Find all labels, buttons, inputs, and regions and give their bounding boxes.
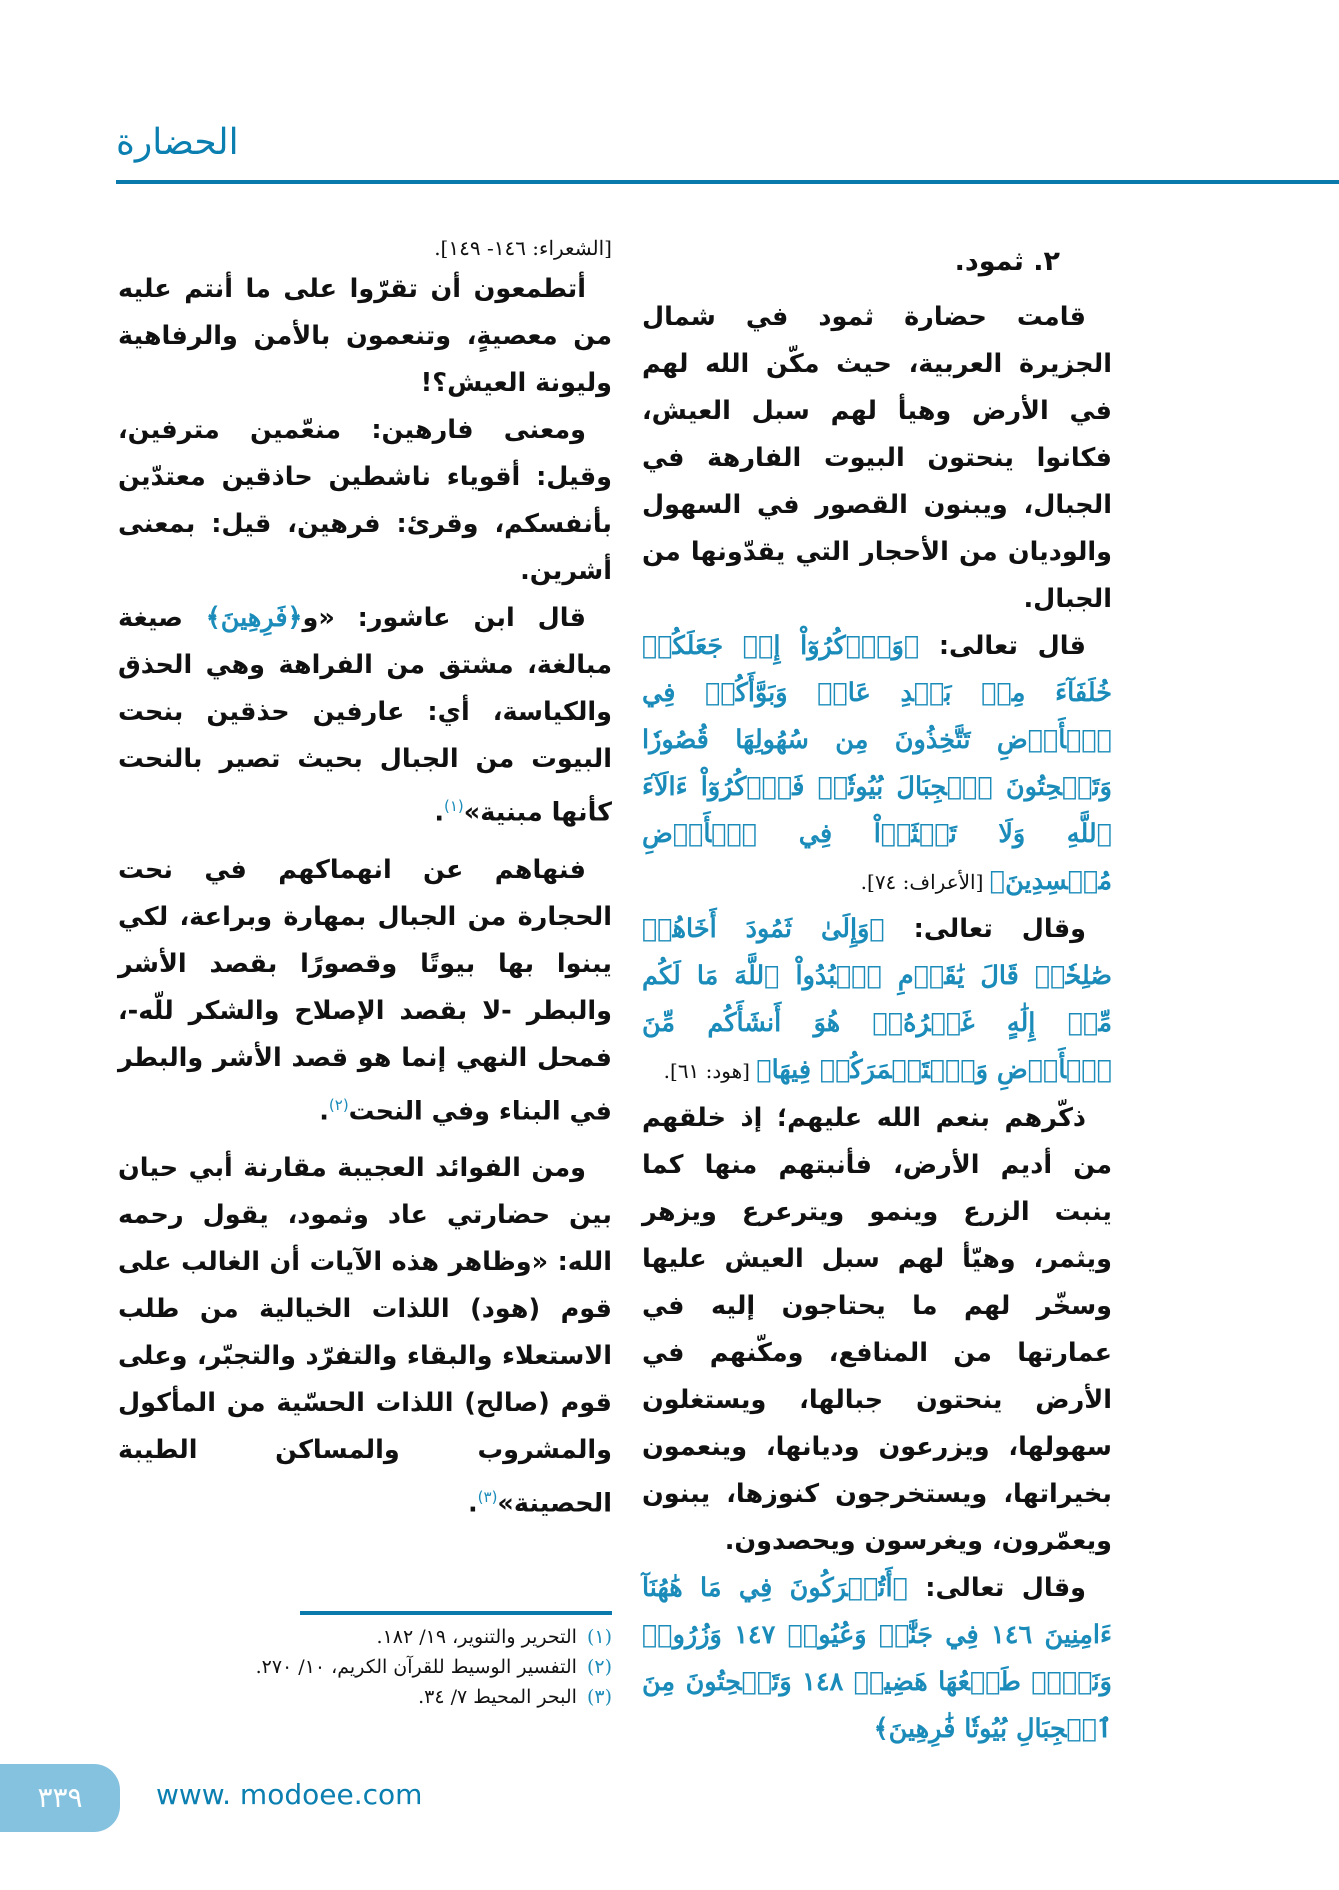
- paragraph: [118, 1145, 612, 1528]
- paragraph-text: قال ابن عاشور: «و: [302, 603, 586, 633]
- paragraph: ذكّرهم بنعم الله عليهم؛ إذ خلقهم من أديم الأرض، فأنبتهم منها كما ينبت الزرع وينمو ويترعرع ويزهر ويثمر، وهيّأ لهم سبل العيش عليها وسخّر لهم ما يحتاجون إليه في عمارتها من المنافع، ومكّنهم في الأرض ينحتون جبالها، ويستغلون سهولها، ويزرعون وديانها، وينعمون بخيراتها، ويستخرجون كنوزها، يبنون ويعمّرون، ويغرسون ويحصدون.: [642, 1103, 1112, 1556]
- website-link[interactable]: www. modoee.com: [156, 1778, 423, 1811]
- footnote-divider: [300, 1611, 612, 1615]
- paragraph-text: صيغة مبالغة، مشتق من الفراهة وهي الحذق والكياسة، أي: عارفين حذقين بنحت البيوت من الجبال بحيث تصير بالنحت كأنها مبنية»: [118, 603, 612, 828]
- footnote-marker[interactable]: (٣): [477, 1488, 498, 1506]
- paragraph: قامت حضارة ثمود في شمال الجزيرة العربية، حيث مكّن الله لهم في الأرض وهيأ لهم سبل العيش، فكانوا ينحتون البيوت الفارهة في الجبال، ويبنون القصور في السهول والوديان من الأحجار التي يقدّونها من الجبال.: [642, 302, 1112, 614]
- left-column: [118, 230, 612, 1528]
- footnote-item: [118, 1622, 612, 1652]
- paragraph: [118, 595, 612, 837]
- footnote-marker[interactable]: (١): [444, 797, 464, 815]
- quote-intro: قال تعالى:: [919, 631, 1086, 661]
- quran-verse: ﴿وَإِلَىٰ ثَمُودَ أَخَاهُمۡ صَٰلِحٗاۚ قَالَ يَٰقَوۡمِ ٱعۡبُدُواْ ٱللَّهَ مَا لَكُم مِّنۡ إِلَٰهٍ غَيۡرُهُۥۖ هُوَ أَنشَأَكُم مِّنَ ٱلۡأَرۡضِ وَٱسۡتَعۡمَرَكُمۡ فِيهَا﴾: [642, 914, 1112, 1085]
- punctuation: .: [434, 797, 444, 828]
- chapter-title: الحضارة: [116, 122, 239, 163]
- footnote-item: [118, 1652, 612, 1682]
- footnote-text: التحرير والتنوير، ١٩/ ١٨٢.: [376, 1626, 577, 1648]
- verse-reference: [الأعراف: ٧٤].: [860, 870, 990, 894]
- quran-verse: ﴿أَتُتۡرَكُونَ فِي مَا هَٰهُنَآ ءَامِنِينَ ١٤٦ فِي جَنَّٰتٖ وَعُيُونٖ ١٤٧ وَزُرُوعٖ وَنَخۡلٖ طَلۡعُهَا هَضِيمٞ ١٤٨ وَتَنۡحِتُونَ مِنَ ٱلۡجِبَالِ بُيُوتٗا فَٰرِهِينَ﴾: [642, 1573, 1112, 1744]
- paragraph: [118, 847, 612, 1136]
- paragraph: ومعنى فارهين: منعّمين مترفين، وقيل: أقوياء ناشطين حاذقين معتدّين بأنفسكم، وقرئ: فرهين، قيل: بمعنى أشرين.: [118, 415, 612, 586]
- paragraph-text: ومن الفوائد العجيبة مقارنة أبي حيان بين حضارتي عاد وثمود، يقول رحمه الله: «وظاهر هذه الآيات أن الغالب على قوم (هود) اللذات الخيالية من طلب الاستعلاء والبقاء والتفرّد والتجبّر، وعلى قوم (صالح) اللذات الحسّية من المأكول والمشروب والمساكن الطيبة الحصينة»: [118, 1153, 612, 1519]
- quote-block: [642, 906, 1112, 1095]
- quote-block: [642, 1565, 1112, 1753]
- footnote-item: [118, 1682, 612, 1712]
- footnotes: [118, 1622, 612, 1712]
- right-column: [642, 238, 1112, 1753]
- punctuation: .: [319, 1096, 329, 1126]
- footnote-number: (٣): [586, 1686, 612, 1708]
- quran-verse: ﴿وَٱذۡكُرُوٓاْ إِذۡ جَعَلَكُمۡ خُلَفَآءَ مِنۢ بَعۡدِ عَادٖ وَبَوَّأَكُمۡ فِي ٱلۡأَرۡضِ تَتَّخِذُونَ مِن سُهُولِهَا قُصُورٗا وَتَنۡحِتُونَ ٱلۡجِبَالَ بُيُوتٗاۖ فَٱذۡكُرُوٓاْ ءَالَآءَ ٱللَّهِ وَلَا تَعۡثَوۡاْ فِي ٱلۡأَرۡضِ مُفۡسِدِينَ﴾: [642, 631, 1112, 896]
- quote-intro: وقال تعالى:: [907, 1573, 1086, 1603]
- quran-word: ﴿فَرِهِينَ﴾: [205, 603, 303, 633]
- footnote-marker[interactable]: (٢): [328, 1095, 349, 1114]
- quote-block: [642, 623, 1112, 906]
- header-divider: [116, 180, 1339, 184]
- paragraph: أتطمعون أن تقرّوا على ما أنتم عليه من معصيةٍ، وتنعمون بالأمن والرفاهية وليونة العيش؟!: [118, 274, 612, 398]
- paragraph-text: فنهاهم عن انهماكهم في نحت الحجارة من الجبال بمهارة وبراعة، لكي يبنوا بها بيوتًا وقصورًا بقصد الأشر والبطر -لا بقصد الإصلاح والشكر للّه-، فمحل النهي إنما هو قصد الأشر والبطر في البناء وفي النحت: [118, 854, 612, 1126]
- section-heading: ٢. ثمود.: [954, 246, 1060, 277]
- page-number-badge: ٣٣٩: [0, 1764, 120, 1832]
- footnote-text: التفسير الوسيط للقرآن الكريم، ١٠/ ٢٧٠.: [255, 1656, 577, 1678]
- punctuation: .: [467, 1488, 478, 1519]
- footnote-number: (٢): [586, 1656, 612, 1678]
- quote-intro: وقال تعالى:: [884, 914, 1086, 944]
- verse-reference: [الشعراء: ١٤٦- ١٤٩].: [434, 236, 612, 260]
- footnote-number: (١): [586, 1626, 612, 1648]
- verse-reference: [هود: ٦١].: [663, 1059, 757, 1083]
- footnote-text: البحر المحيط ٧/ ٣٤.: [418, 1686, 577, 1708]
